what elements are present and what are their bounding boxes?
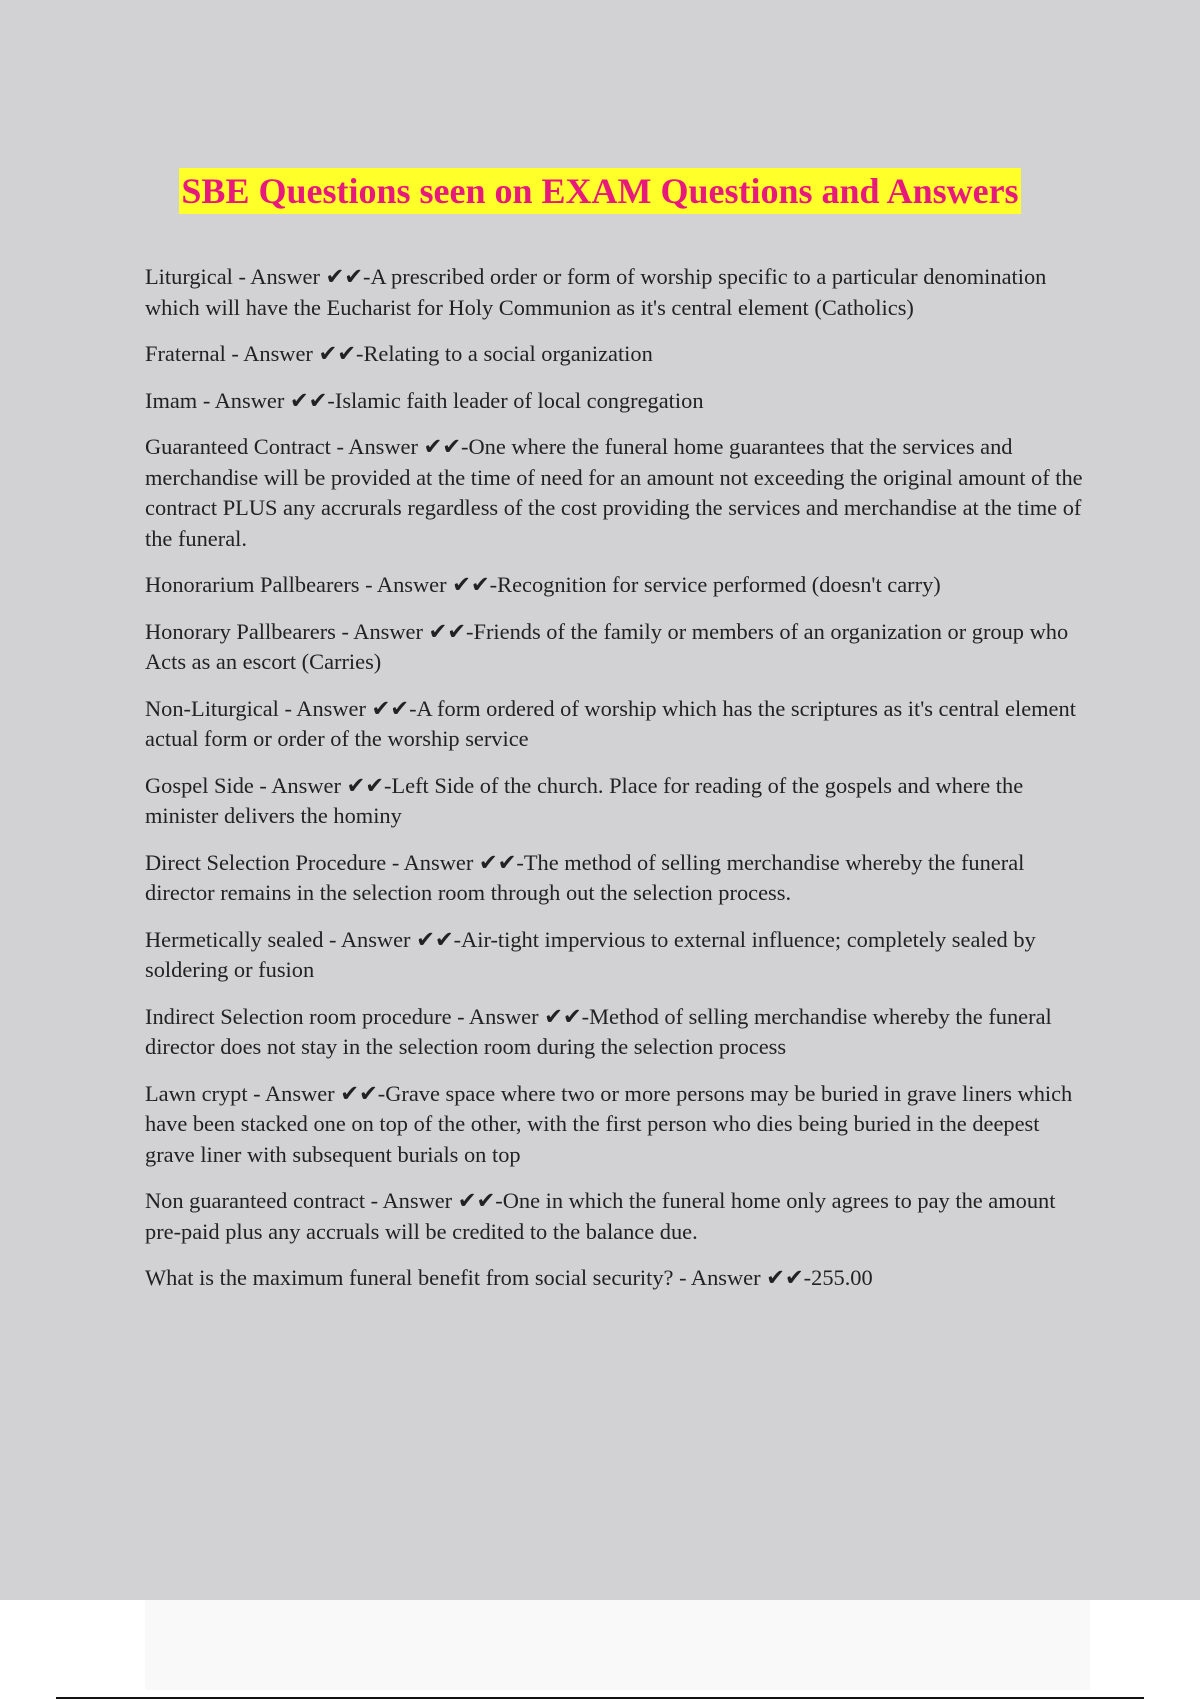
qa-item: Liturgical - Answer ✔✔-A prescribed order or form of worship specific to a particular denomination which will have the Eucharist for Holy Communion as it's central element (Catholics)	[145, 264, 1047, 320]
next-page-preview	[145, 1600, 1090, 1690]
qa-item: What is the maximum funeral benefit from social security? - Answer ✔✔-255.00	[145, 1265, 873, 1290]
document-title: SBE Questions seen on EXAM Questions and Answers	[179, 168, 1020, 214]
qa-item: Imam - Answer ✔✔-Islamic faith leader of local congregation	[145, 387, 704, 413]
qa-item: Indirect Selection room procedure - Answer ✔✔-Method of selling merchandise whereby the funeral director does not stay in the selection room during the selection process	[145, 1003, 1052, 1059]
footer-divider	[56, 1697, 1144, 1699]
qa-item: Hermetically sealed - Answer ✔✔-Air-tight impervious to external influence; completely sealed by soldering or fusion	[145, 926, 1036, 982]
qa-item: Direct Selection Procedure - Answer ✔✔-The method of selling merchandise whereby the funeral director remains in the selection room through out the selection process.	[145, 849, 1025, 905]
qa-list	[145, 262, 1090, 1310]
qa-item: Lawn crypt - Answer ✔✔-Grave space where two or more persons may be buried in grave liners which have been stacked one on top of the other, with the first person who dies being buried in the deepest grave liner with subsequent burials on top	[145, 1080, 1073, 1167]
qa-item: Fraternal - Answer ✔✔-Relating to a social organization	[145, 341, 653, 366]
qa-item: Gospel Side - Answer ✔✔-Left Side of the church. Place for reading of the gospels and where the minister delivers the hominy	[145, 772, 1024, 828]
qa-item: Non guaranteed contract - Answer ✔✔-One in which the funeral home only agrees to pay the amount pre-paid plus any accruals will be credited to the balance due.	[145, 1188, 1056, 1244]
title-container	[0, 168, 1200, 214]
qa-item: Honorary Pallbearers - Answer ✔✔-Friends of the family or members of an organization or group who Acts as an escort (Carries)	[145, 618, 1069, 674]
qa-item: Guaranteed Contract - Answer ✔✔-One where the funeral home guarantees that the services and merchandise will be provided at the time of need for an amount not exceeding the original amount of the contract PLUS any accrurals regardless of the cost providing the services and merchandise at the time of the funeral.	[145, 434, 1083, 551]
qa-item: Honorarium Pallbearers - Answer ✔✔-Recognition for service performed (doesn't carry)	[145, 572, 941, 597]
qa-item: Non-Liturgical - Answer ✔✔-A form ordered of worship which has the scriptures as it's central element actual form or order of the worship service	[145, 695, 1076, 751]
